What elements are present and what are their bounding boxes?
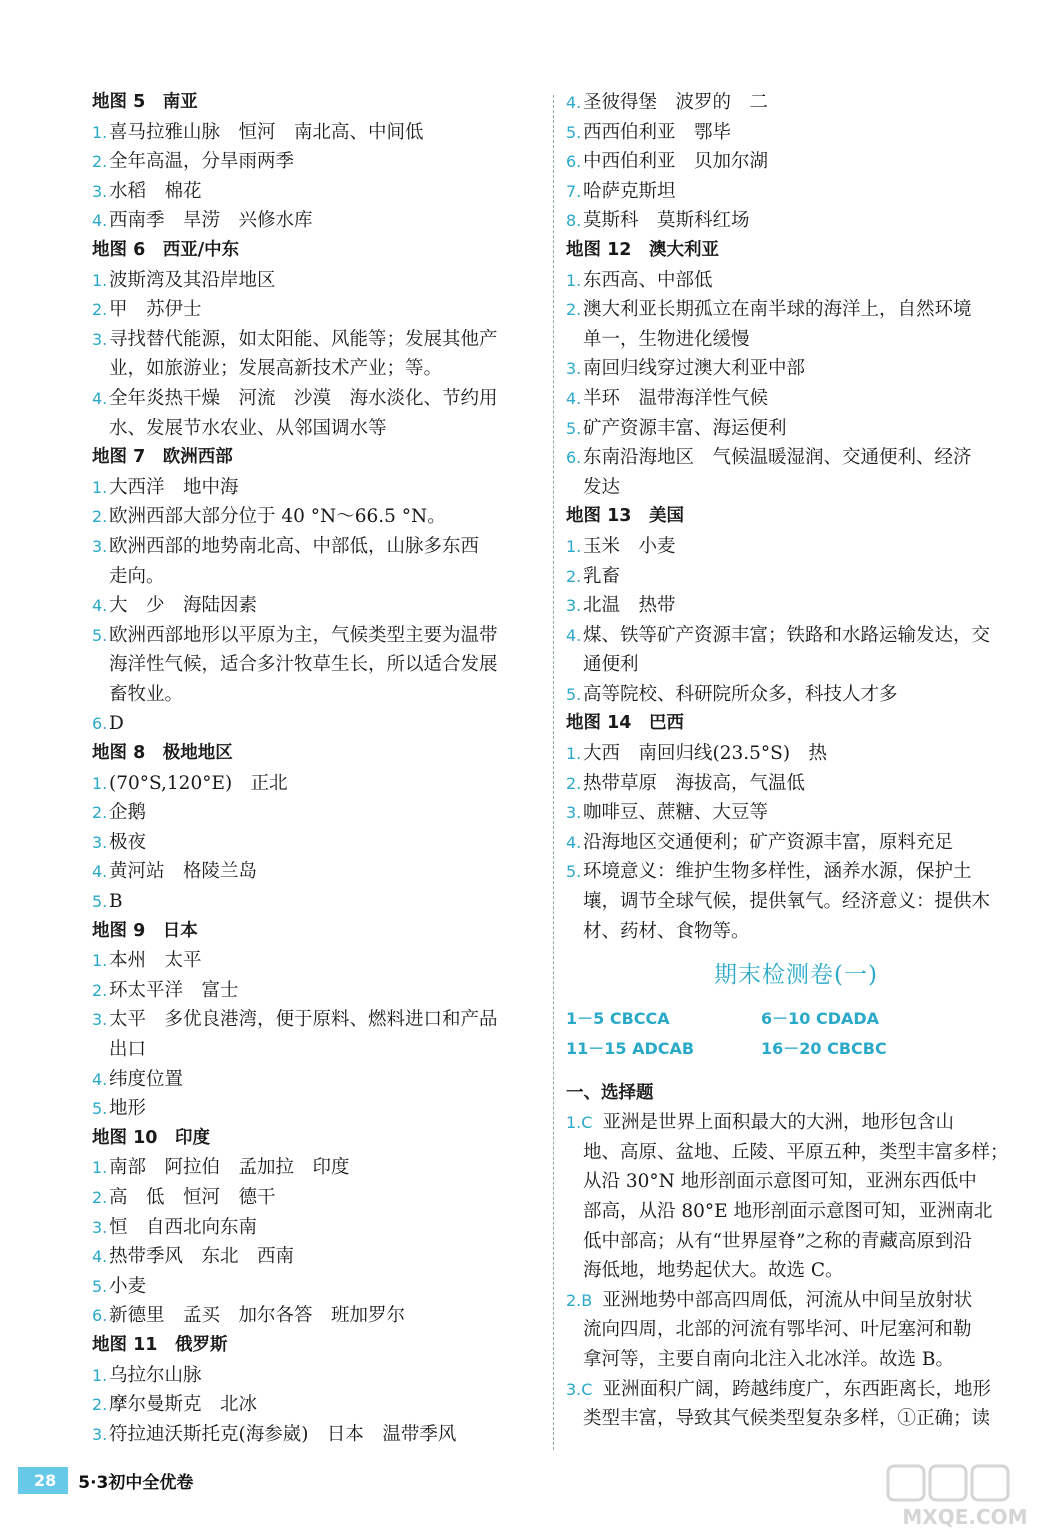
answer-line bbox=[566, 354, 1026, 384]
answer-text: 亚洲是世界上面积最大的大洲，地形包含山 bbox=[602, 1112, 954, 1134]
answer-text: 东南沿海地区 气候温暖湿润、交通便利、经济 bbox=[583, 447, 972, 469]
answer-line bbox=[92, 295, 542, 325]
item-number: 1. bbox=[566, 536, 582, 556]
watermark-logo bbox=[880, 1462, 1050, 1532]
section-heading: 地图 5 南亚 bbox=[92, 92, 198, 112]
answer-text: 煤、铁等矿产资源丰富；铁路和水路运输发达，交 bbox=[583, 624, 991, 646]
item-number: 2. bbox=[566, 300, 582, 320]
answer-continuation: 单一，生物进化缓慢 bbox=[583, 328, 750, 350]
item-number: 3. bbox=[92, 536, 108, 556]
answer-text: D bbox=[109, 713, 124, 735]
answer-line bbox=[566, 739, 1026, 769]
section-heading: 地图 10 印度 bbox=[92, 1127, 210, 1148]
answer-text: 半环 温带海洋性气候 bbox=[583, 387, 769, 409]
column-divider bbox=[553, 95, 554, 1450]
answer-text: 亚洲面积广阔，跨越纬度广，东西距离长，地形 bbox=[602, 1378, 991, 1400]
right-column bbox=[566, 88, 1026, 1434]
answer-line bbox=[92, 769, 542, 799]
answer-continuation: 水、发展节水农业、从邻国调水等 bbox=[109, 417, 387, 439]
answer-line bbox=[566, 769, 1026, 799]
answer-key-row bbox=[566, 1034, 1026, 1064]
answer-text: 西西伯利亚 鄂毕 bbox=[583, 121, 732, 143]
exam-title: 期末检测卷(一) bbox=[714, 962, 878, 989]
answer-text: 玉米 小麦 bbox=[583, 535, 676, 557]
answer-text: 大 少 海陆因素 bbox=[109, 595, 258, 617]
answer-line bbox=[92, 976, 542, 1006]
item-number: 4. bbox=[92, 1069, 108, 1089]
answer-line bbox=[92, 1065, 542, 1095]
item-number: 5. bbox=[566, 862, 582, 882]
answer-line bbox=[566, 680, 1026, 710]
answer-text: 热带草原 海拔高，气温低 bbox=[583, 772, 806, 794]
answer-text: 高等院校、科研院所众多，科技人才多 bbox=[583, 683, 898, 705]
answer-line bbox=[92, 177, 542, 207]
answer-text: 符拉迪沃斯托克(海参崴) 日本 温带季风 bbox=[109, 1423, 457, 1445]
answer-continuation: 海低地，地势起伏大。故选 C。 bbox=[583, 1260, 844, 1282]
answer-continuation: 海洋性气候，适合多汁牧草生长，所以适合发展 bbox=[109, 654, 498, 676]
answer-key: 1－5 CBCCA bbox=[566, 1009, 670, 1029]
answer-text: 寻找替代能源，如太阳能、风能等；发展其他产 bbox=[109, 328, 498, 350]
section-heading: 地图 7 欧洲西部 bbox=[92, 447, 233, 468]
answer-text: 企鹅 bbox=[109, 802, 147, 824]
section-heading: 地图 14 巴西 bbox=[566, 713, 684, 734]
item-number: 4. bbox=[566, 832, 582, 852]
answer-continuation: 走向。 bbox=[109, 565, 165, 587]
item-number: 4. bbox=[566, 388, 582, 408]
answer-text: 乳畜 bbox=[583, 565, 621, 587]
section-heading: 地图 11 俄罗斯 bbox=[92, 1334, 228, 1355]
item-number: 4. bbox=[566, 93, 582, 112]
answer-line bbox=[92, 828, 542, 858]
answer-line bbox=[566, 384, 1026, 414]
answer-continuation: 业，如旅游业；发展高新技术产业；等。 bbox=[109, 358, 443, 380]
answer-text: 欧洲西部的地势南北高、中部低，山脉多东西 bbox=[109, 535, 480, 557]
item-number: 5. bbox=[566, 418, 582, 438]
item-number: 5. bbox=[92, 1099, 108, 1119]
item-number: 1. bbox=[566, 744, 582, 764]
item-number: 3. bbox=[566, 359, 582, 379]
item-number: 3. bbox=[92, 181, 108, 201]
answer-line bbox=[92, 325, 542, 355]
answer-line bbox=[92, 1094, 542, 1124]
answer-text: B bbox=[109, 891, 123, 913]
answer-text: 小麦 bbox=[109, 1275, 147, 1297]
explanations bbox=[566, 1108, 1026, 1434]
item-number: 5. bbox=[92, 625, 108, 645]
answer-continuation: 低中部高；从有“世界屋脊”之称的青藏高原到沿 bbox=[583, 1230, 972, 1252]
answer-line bbox=[92, 946, 542, 976]
answer-text: 欧洲西部大部分位于 40 °N～66.5 °N。 bbox=[109, 506, 446, 528]
answer-key-row bbox=[566, 1004, 1026, 1034]
answer-line bbox=[92, 1005, 542, 1035]
answer-line bbox=[566, 857, 1026, 887]
item-number: 2. bbox=[92, 300, 108, 320]
item-number: 1. bbox=[92, 122, 108, 142]
answer-line bbox=[92, 1390, 542, 1420]
item-number: 6. bbox=[92, 1306, 108, 1326]
section-heading: 地图 9 日本 bbox=[92, 920, 198, 941]
item-number: 2. bbox=[566, 773, 582, 793]
item-number: 4. bbox=[92, 1247, 108, 1267]
page-footer bbox=[18, 1464, 193, 1496]
answer-line bbox=[92, 1361, 542, 1391]
answer-line bbox=[566, 532, 1026, 562]
answer-line bbox=[566, 621, 1026, 651]
answer-text: 莫斯科 莫斯科红场 bbox=[583, 210, 750, 232]
item-number: 1. bbox=[92, 477, 108, 497]
answer-line bbox=[92, 1272, 542, 1302]
answer-line bbox=[92, 857, 542, 887]
item-number: 2. bbox=[92, 1395, 108, 1415]
answer-line bbox=[92, 1301, 542, 1331]
item-number: 3.C bbox=[566, 1379, 593, 1399]
answer-line bbox=[566, 206, 1026, 236]
answer-line bbox=[92, 502, 542, 532]
answer-line bbox=[92, 532, 542, 562]
left-column bbox=[92, 88, 542, 1449]
answer-line bbox=[566, 1286, 1026, 1316]
answer-text: 新德里 孟买 加尔各答 班加罗尔 bbox=[109, 1305, 406, 1327]
item-number: 4. bbox=[566, 625, 582, 645]
answer-line bbox=[566, 147, 1026, 177]
book-title: 5·3初中全优卷 bbox=[78, 1472, 194, 1493]
answer-text: 纬度位置 bbox=[109, 1068, 184, 1090]
answer-line bbox=[566, 591, 1026, 621]
answer-line bbox=[566, 1375, 1026, 1405]
answer-text: 沿海地区交通便利；矿产资源丰富，原料充足 bbox=[583, 831, 954, 853]
section-heading: 地图 6 西亚/中东 bbox=[92, 239, 240, 260]
answer-line bbox=[92, 1153, 542, 1183]
answer-continuation: 通便利 bbox=[583, 654, 639, 676]
item-number: 1. bbox=[92, 1365, 108, 1385]
answer-continuation: 从沿 30°N 地形剖面示意图可知，亚洲东西低中 bbox=[583, 1171, 977, 1193]
answer-text: 西南季 旱涝 兴修水库 bbox=[109, 210, 313, 232]
item-number: 3. bbox=[566, 803, 582, 823]
answer-text: 波斯湾及其沿岸地区 bbox=[109, 269, 276, 291]
item-number: 6. bbox=[566, 152, 582, 172]
item-number: 6. bbox=[92, 714, 108, 734]
answer-line bbox=[92, 384, 542, 414]
answer-line bbox=[566, 798, 1026, 828]
answer-line bbox=[566, 266, 1026, 296]
section-heading: 地图 12 澳大利亚 bbox=[566, 239, 719, 260]
answer-text: 极夜 bbox=[109, 831, 147, 853]
item-number: 3. bbox=[566, 596, 582, 616]
answer-line bbox=[566, 443, 1026, 473]
item-number: 2. bbox=[92, 152, 108, 172]
answer-line bbox=[92, 887, 542, 917]
answer-text: 咖啡豆、蔗糖、大豆等 bbox=[583, 802, 769, 824]
item-number: 2.B bbox=[566, 1290, 593, 1310]
answer-line bbox=[92, 591, 542, 621]
answer-line bbox=[92, 621, 542, 651]
item-number: 1. bbox=[92, 1158, 108, 1178]
answer-text: 摩尔曼斯克 北冰 bbox=[109, 1394, 258, 1416]
item-number: 3. bbox=[92, 1217, 108, 1237]
answer-line bbox=[566, 177, 1026, 207]
item-number: 1. bbox=[92, 270, 108, 290]
answer-line bbox=[92, 1242, 542, 1272]
answer-line bbox=[92, 1183, 542, 1213]
answer-text: 中西伯利亚 贝加尔湖 bbox=[583, 151, 769, 173]
answer-continuation: 类型丰富，导致其气候类型复杂多样，①正确；读 bbox=[583, 1408, 991, 1430]
item-number: 5. bbox=[92, 1276, 108, 1296]
answer-text: 乌拉尔山脉 bbox=[109, 1364, 202, 1386]
item-number: 1.C bbox=[566, 1113, 593, 1133]
answer-text: 矿产资源丰富、海运便利 bbox=[583, 417, 787, 439]
item-number: 3. bbox=[92, 832, 108, 852]
answer-line bbox=[566, 295, 1026, 325]
item-number: 4. bbox=[92, 388, 108, 408]
answer-line bbox=[92, 206, 542, 236]
item-number: 7. bbox=[566, 181, 582, 201]
watermark-text: MXQE.COM bbox=[902, 1505, 1028, 1529]
item-number: 5. bbox=[92, 892, 108, 912]
answer-text: 水稻 棉花 bbox=[109, 180, 202, 202]
answer-text: 高 低 恒河 德干 bbox=[109, 1186, 276, 1208]
answer-text: 环境意义：维护生物多样性，涵养水源，保护土 bbox=[583, 861, 972, 883]
answer-line bbox=[566, 1108, 1026, 1138]
answer-line bbox=[92, 1420, 542, 1450]
item-number: 4. bbox=[92, 596, 108, 616]
section-title: 一、选择题 bbox=[566, 1083, 654, 1104]
answer-line bbox=[92, 118, 542, 148]
item-number: 8. bbox=[566, 211, 582, 231]
answer-text: 太平 多优良港湾，便于原料、燃料进口和产品 bbox=[109, 1009, 498, 1031]
answer-text: 东西高、中部低 bbox=[583, 269, 713, 291]
item-number: 2. bbox=[92, 980, 108, 1000]
answer-key: 6－10 CDADA bbox=[761, 1009, 880, 1029]
section-heading: 地图 8 极地地区 bbox=[92, 743, 233, 764]
item-number: 3. bbox=[92, 1010, 108, 1030]
item-number: 6. bbox=[566, 448, 582, 468]
item-number: 3. bbox=[92, 1424, 108, 1444]
answer-text: 全年炎热干燥 河流 沙漠 海水淡化、节约用 bbox=[109, 387, 498, 409]
item-number: 2. bbox=[92, 507, 108, 527]
answer-key: 11－15 ADCAB bbox=[566, 1039, 695, 1059]
answer-key: 16－20 CBCBC bbox=[761, 1039, 887, 1059]
answer-text: 热带季风 东北 西南 bbox=[109, 1246, 295, 1268]
answer-text: 南部 阿拉伯 孟加拉 印度 bbox=[109, 1157, 350, 1179]
answer-text: (70°S,120°E) 正北 bbox=[109, 772, 288, 794]
answer-text: 北温 热带 bbox=[583, 595, 676, 617]
answer-continuation: 流向四周，北部的河流有鄂毕河、叶尼塞河和勒 bbox=[583, 1319, 972, 1341]
item-number: 2. bbox=[92, 1187, 108, 1207]
item-number: 5. bbox=[566, 684, 582, 704]
answer-text: 圣彼得堡 波罗的 二 bbox=[583, 92, 769, 113]
answer-text: 全年高温，分旱雨两季 bbox=[109, 151, 295, 173]
answer-continuation: 拿河等，主要自南向北注入北冰洋。故选 B。 bbox=[583, 1348, 954, 1370]
answer-text: 哈萨克斯坦 bbox=[583, 180, 676, 202]
item-number: 4. bbox=[92, 211, 108, 231]
answer-text: 黄河站 格陵兰岛 bbox=[109, 861, 258, 883]
answer-text: 甲 苏伊士 bbox=[109, 299, 202, 321]
right-top-answers bbox=[566, 88, 1026, 946]
answer-continuation: 部高，从沿 80°E 地形剖面示意图可知，亚洲南北 bbox=[583, 1201, 993, 1222]
item-number: 2. bbox=[566, 566, 582, 586]
answer-line bbox=[92, 147, 542, 177]
answer-continuation: 发达 bbox=[583, 476, 621, 498]
answer-line bbox=[566, 118, 1026, 148]
page-number: 28 bbox=[18, 1467, 68, 1494]
answer-text: 大西 南回归线(23.5°S) 热 bbox=[583, 743, 828, 765]
answer-line bbox=[566, 562, 1026, 592]
answer-line bbox=[566, 414, 1026, 444]
answer-line bbox=[92, 266, 542, 296]
answer-continuation: 畜牧业。 bbox=[109, 683, 184, 705]
answer-line bbox=[566, 88, 1026, 118]
item-number: 2. bbox=[92, 803, 108, 823]
answer-continuation: 壤，调节全球气候，提供氧气。经济意义：提供木 bbox=[583, 891, 991, 913]
answer-line bbox=[92, 798, 542, 828]
answer-line bbox=[566, 828, 1026, 858]
answer-line bbox=[92, 709, 542, 739]
item-number: 1. bbox=[92, 951, 108, 971]
answer-text: 大西洋 地中海 bbox=[109, 476, 239, 498]
answer-text: 本州 太平 bbox=[109, 950, 202, 972]
answer-text: 环太平洋 富士 bbox=[109, 979, 239, 1001]
answer-line bbox=[92, 473, 542, 503]
item-number: 5. bbox=[566, 122, 582, 142]
answer-text: 南回归线穿过澳大利亚中部 bbox=[583, 358, 806, 380]
answer-line bbox=[92, 1213, 542, 1243]
item-number: 1. bbox=[566, 270, 582, 290]
answer-continuation: 出口 bbox=[109, 1039, 147, 1060]
answer-continuation: 地、高原、盆地、丘陵、平原五种，类型丰富多样； bbox=[583, 1141, 1009, 1163]
item-number: 4. bbox=[92, 862, 108, 882]
answer-text: 亚洲地势中部高四周低，河流从中间呈放射状 bbox=[602, 1289, 973, 1311]
item-number: 1. bbox=[92, 773, 108, 793]
answer-text: 地形 bbox=[109, 1098, 147, 1120]
answer-continuation: 材、药材、食物等。 bbox=[583, 920, 750, 942]
answer-text: 欧洲西部地形以平原为主，气候类型主要为温带 bbox=[109, 624, 498, 646]
answer-text: 澳大利亚长期孤立在南半球的海洋上，自然环境 bbox=[583, 299, 972, 321]
answer-text: 恒 自西北向东南 bbox=[109, 1216, 258, 1238]
section-heading: 地图 13 美国 bbox=[566, 506, 684, 527]
answer-text: 喜马拉雅山脉 恒河 南北高、中间低 bbox=[109, 121, 424, 143]
item-number: 3. bbox=[92, 329, 108, 349]
